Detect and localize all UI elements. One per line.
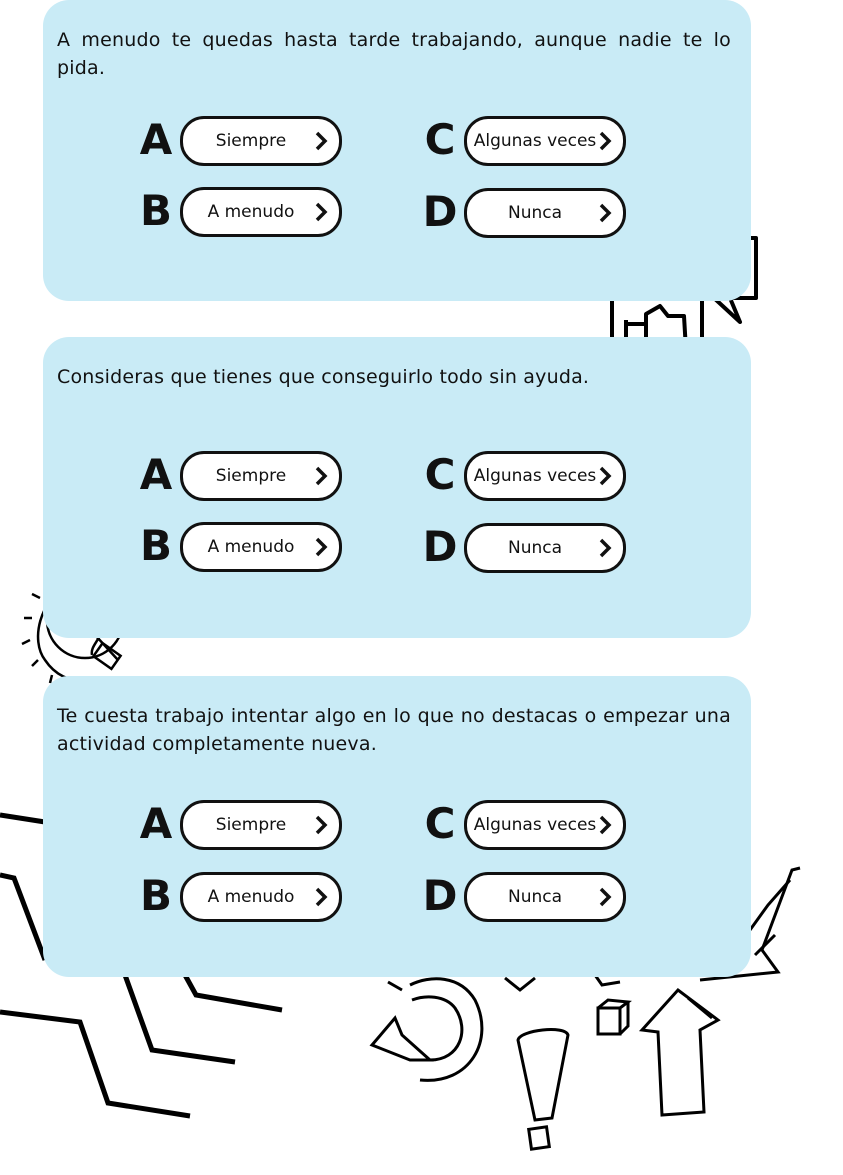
option-letter: B	[139, 521, 172, 570]
chevron-right-icon	[311, 202, 331, 222]
option-letter: A	[139, 799, 173, 848]
chevron-right-icon	[595, 131, 615, 151]
option-label: Siempre	[215, 466, 287, 486]
chevron-right-icon	[595, 466, 615, 486]
chevron-right-icon	[595, 203, 615, 223]
question-text: A menudo te quedas hasta tarde trabajando, aunque nadie te lo pida.	[57, 29, 731, 79]
up-arrow-doodle	[642, 990, 718, 1115]
question-card-1	[43, 0, 751, 301]
option-letter: C	[424, 799, 456, 848]
option-letter: C	[424, 450, 456, 499]
option-label: A menudo	[207, 202, 295, 222]
option-label: Siempre	[215, 815, 287, 835]
chevron-right-icon	[595, 887, 615, 907]
option-letter: D	[422, 871, 458, 920]
option-label: Algunas veces	[473, 466, 597, 486]
chevron-right-icon	[311, 131, 331, 151]
option-label: Algunas veces	[473, 131, 597, 151]
option-button[interactable]	[464, 800, 626, 850]
option-button[interactable]	[180, 451, 342, 501]
option-letter: B	[139, 186, 172, 235]
chevron-right-icon	[311, 537, 331, 557]
option-button[interactable]	[180, 187, 342, 237]
circular-arrow-doodle	[372, 979, 482, 1081]
option-label: Nunca	[507, 538, 563, 558]
option-label: Algunas veces	[473, 815, 597, 835]
question-card-3	[43, 676, 751, 977]
option-button[interactable]	[464, 523, 626, 573]
option-button[interactable]	[180, 872, 342, 922]
chevron-right-icon	[595, 815, 615, 835]
cube-doodle	[595, 975, 628, 1034]
chevron-right-icon	[311, 466, 331, 486]
option-label: Siempre	[215, 131, 287, 151]
option-button[interactable]	[464, 116, 626, 166]
option-label: Nunca	[507, 203, 563, 223]
option-letter: A	[139, 450, 173, 499]
option-label: Nunca	[507, 887, 563, 907]
chevron-right-icon	[595, 538, 615, 558]
option-button[interactable]	[464, 451, 626, 501]
exclamation-doodle	[505, 978, 568, 1149]
option-button[interactable]	[180, 800, 342, 850]
option-button[interactable]	[180, 522, 342, 572]
option-letter: D	[422, 522, 458, 571]
option-label: A menudo	[207, 887, 295, 907]
chevron-right-icon	[311, 815, 331, 835]
question-text: Consideras que tienes que conseguirlo todo sin ayuda.	[57, 366, 590, 388]
option-letter: B	[139, 871, 172, 920]
chevron-right-icon	[311, 887, 331, 907]
option-letter: D	[422, 187, 458, 236]
question-text: Te cuesta trabajo intentar algo en lo que no destacas o empezar una actividad completamente nueva.	[57, 705, 731, 755]
option-button[interactable]	[464, 872, 626, 922]
option-button[interactable]	[464, 188, 626, 238]
option-letter: A	[139, 115, 173, 164]
option-letter: C	[424, 115, 456, 164]
option-label: A menudo	[207, 537, 295, 557]
option-button[interactable]	[180, 116, 342, 166]
question-card-2	[43, 337, 751, 638]
